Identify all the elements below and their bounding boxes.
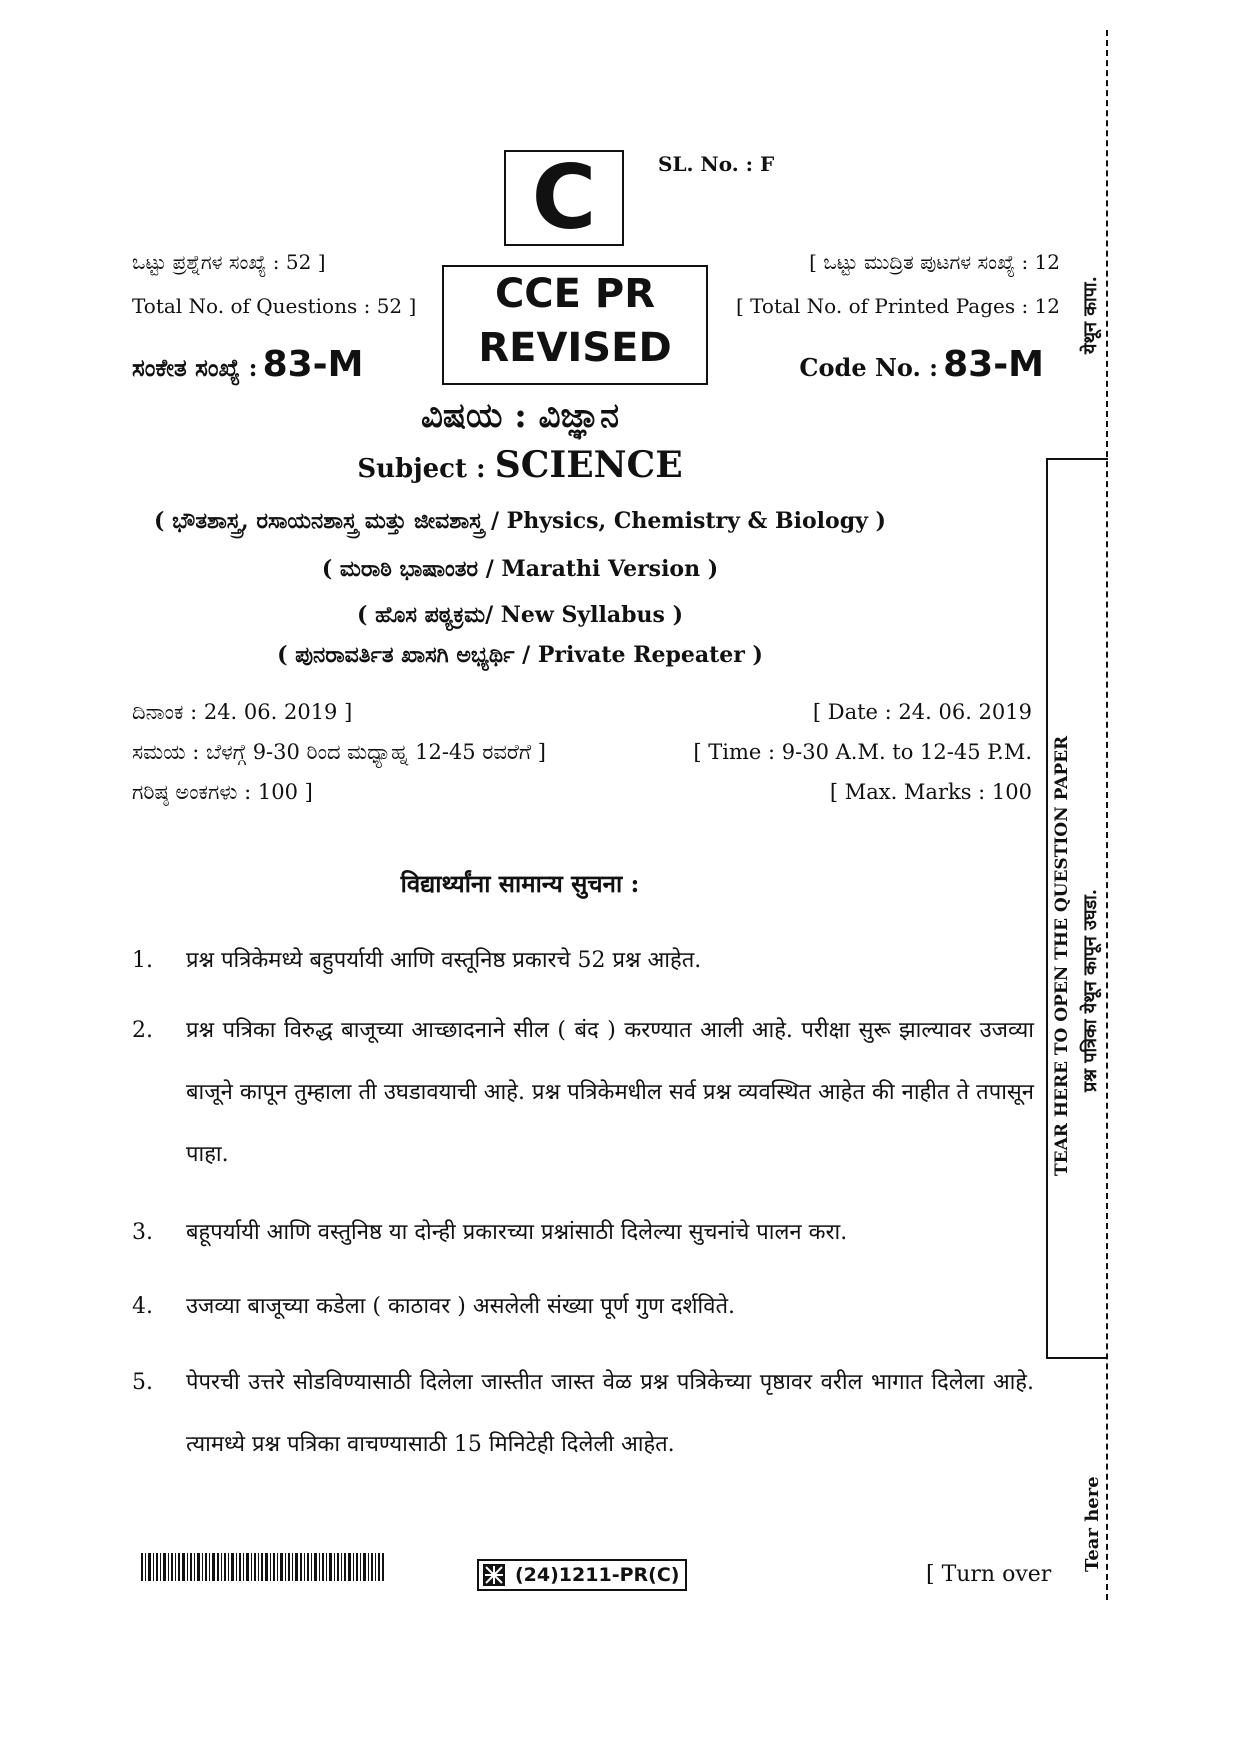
subject-kn: ವಿಷಯ : ವಿಜ್ಞಾನ — [420, 396, 620, 436]
paper-code-box — [477, 1559, 687, 1591]
instruction-item: 4. उजव्या बाजूच्या कडेला ( काठावर ) असलेली संख्या पूर्ण गुण दर्शविते. — [132, 1294, 736, 1319]
date-en: [ Date : 24. 06. 2019 — [812, 700, 1032, 724]
qr-mark-icon — [483, 1564, 505, 1586]
total-pages-en: [ Total No. of Printed Pages : 12 — [735, 294, 1060, 318]
time-en: [ Time : 9-30 A.M. to 12-45 P.M. — [693, 740, 1032, 764]
set-letter-box — [504, 146, 624, 249]
paper-code: (24)1211-PR(C) — [515, 1564, 680, 1586]
code-number-en: Code No. : 83-M — [799, 344, 1044, 385]
cut-here-top: येथून कापा. — [1080, 276, 1101, 354]
syllabus: ( ಹೊಸ ಪಠ್ಯಕ್ರಮ/ New Syllabus ) — [357, 602, 683, 628]
cce-line1: CCE PR — [494, 271, 656, 317]
serial-number: SL. No. : F — [658, 152, 775, 176]
subject-en: Subject : SCIENCE — [357, 444, 683, 486]
turn-over: [ Turn over — [926, 1562, 1052, 1587]
tear-here-bottom: Tear here — [1082, 1476, 1103, 1572]
instruction-item: 1. प्रश्न पत्रिकेमध्ये बहुपर्यायी आणि वस्तूनिष्ठ प्रकारचे 52 प्रश्न आहेत. — [132, 948, 702, 973]
cce-pr-revised-box — [442, 265, 708, 385]
total-questions-kn: ಒಟ್ಟು ಪ್ರಶ್ನೆಗಳ ಸಂಖ್ಯೆ : 52 ] — [132, 250, 326, 274]
code-number-kn: ಸಂಕೇತ ಸಂಖ್ಯೆ : 83-M — [132, 344, 364, 385]
barcode — [141, 1553, 384, 1581]
set-letter: C — [531, 146, 597, 249]
max-marks-en: [ Max. Marks : 100 — [829, 780, 1032, 804]
tear-open-en: TEAR HERE TO OPEN THE QUESTION PAPER — [1052, 735, 1072, 1176]
language-version: ( ಮರಾಠಿ ಭಾಷಾಂತರ / Marathi Version ) — [321, 556, 719, 582]
total-pages-kn: [ ಒಟ್ಟು ಮುದ್ರಿತ ಪುಟಗಳ ಸಂಖ್ಯೆ : 12 — [809, 250, 1060, 274]
instructions-heading: विद्यार्थ्यांना सामान्य सुचना : — [400, 869, 640, 898]
cce-line2: REVISED — [478, 325, 672, 371]
time-kn: ಸಮಯ : ಬೆಳಗ್ಗೆ 9-30 ರಿಂದ ಮಧ್ಯಾಹ್ನ 12-45 ರವರೆಗೆ ] — [132, 740, 546, 764]
max-marks-kn: ಗರಿಷ್ಠ ಅಂಕಗಳು : 100 ] — [132, 780, 313, 804]
instruction-item: 5. पेपरची उत्तरे सोडविण्यासाठी दिलेला जास्तीत जास्त वेळ प्रश्न पत्रिकेच्या पृष्ठावर वरील भागात दिलेला आहे. त्यामध्ये प्रश्न पत्रिका वाचण्यासाठी 15 मिनिटेही दिलेली आहेत. — [132, 1370, 1034, 1457]
instruction-item: 3. बहूपर्यायी आणि वस्तुनिष्ठ या दोन्ही प्रकारच्या प्रश्नांसाठी दिलेल्या सुचनांचे पालन करा. — [132, 1220, 848, 1245]
instruction-item: 2. प्रश्न पत्रिका विरुद्ध बाजूच्या आच्छादनाने सील ( बंद ) करण्यात आली आहे. परीक्षा सुरू झाल्यावर उजव्या बाजूने कापून तुम्हाला ती उघडावयाची आहे. प्रश्न पत्रिकेमधील सर्व प्रश्न व्यवस्थित आहेत की नाहीत ते तपासून पाहा. — [132, 1018, 1034, 1167]
candidate-type: ( ಪುನರಾವರ್ತಿತ ಖಾಸಗಿ ಅಭ್ಯರ್ಥಿ / Private Repeater ) — [277, 642, 763, 668]
date-kn: ದಿನಾಂಕ : 24. 06. 2019 ] — [132, 700, 353, 724]
total-questions-en: Total No. of Questions : 52 ] — [132, 294, 417, 318]
tear-open-mr: प्रश्न पत्रिका येथून कापून उघडा. — [1080, 888, 1101, 1092]
subject-streams: ( ಭೌತಶಾಸ್ತ್ರ, ರಸಾಯನಶಾಸ್ತ್ರ ಮತ್ತು ಜೀವಶಾಸ್ತ್ರ / Physics, Chemistry & Biology ) — [154, 508, 886, 534]
